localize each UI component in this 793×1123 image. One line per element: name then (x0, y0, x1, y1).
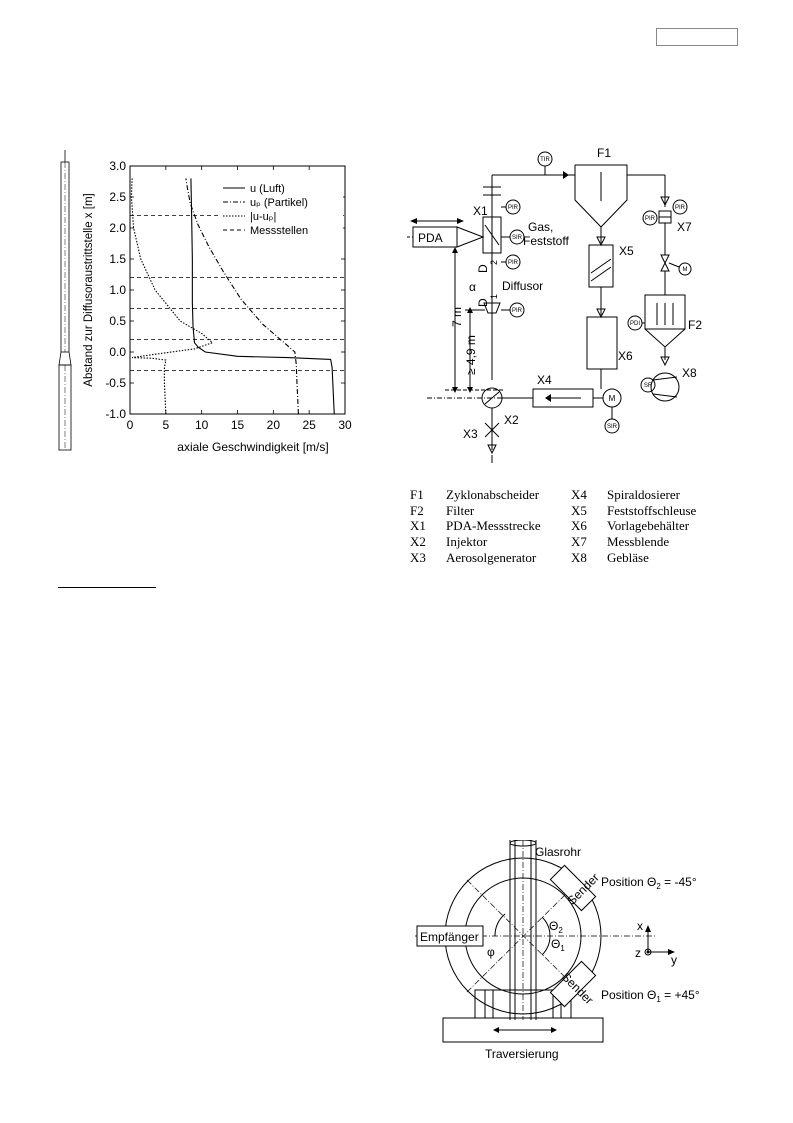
y-tick-label: 0.0 (109, 345, 126, 359)
label-theta1: $\Theta_1$ (551, 937, 565, 953)
label-D2: D (476, 264, 490, 273)
footnote-rule (58, 587, 156, 588)
y-tick-label: 0.5 (109, 314, 126, 328)
instrument-pir: PIR (674, 205, 686, 211)
x-tick-label: 25 (302, 418, 316, 432)
label-PDA: PDA (418, 231, 443, 245)
label-empfaenger: Empfänger (420, 930, 479, 944)
legend-entry: u (Luft) (250, 183, 285, 195)
label-sender-bottom: Sender (558, 969, 597, 1008)
y-tick-label: 2.5 (109, 190, 126, 204)
instrument-pir: PIR (507, 205, 519, 211)
x-tick-label: 20 (266, 418, 281, 432)
label-F1: F1 (597, 146, 612, 160)
legend-row: X1 PDA-Messstrecke X6 Vorlagebehälter (410, 518, 690, 534)
instrument-sir: SIR (606, 424, 618, 430)
x-tick-label: 10 (194, 418, 209, 432)
y-tick-label: 3.0 (109, 159, 126, 173)
label-D2-sub: 2 (489, 259, 499, 265)
instrument-sr: SR (643, 383, 653, 389)
label-X1: X1 (473, 204, 488, 218)
label-X3: X3 (463, 427, 478, 441)
label-dim-7m: 7 m (450, 306, 464, 327)
instrument-pdi: PDI (629, 321, 641, 327)
legend-row: F2 Filter X5 Feststoffschleuse (410, 502, 697, 518)
instrument-pir: PIR (511, 308, 523, 314)
label-position-2: Position $\Theta_2 = -45^\circ$ (601, 875, 697, 891)
legend-row: F1 Zyklonabscheider X4 Spiraldosierer (410, 487, 680, 502)
legend-entry: uₚ (Partikel) (250, 197, 308, 209)
label-phi: φ (487, 945, 495, 959)
y-tick-label: -0.5 (105, 376, 126, 390)
series-line-2 (131, 178, 212, 414)
label-traversierung: Traversierung (485, 1047, 559, 1061)
label-axis-z: z (635, 946, 641, 960)
instrument-sir: SIR (511, 235, 523, 241)
legend-row: X2 Injektor X7 Messblende (410, 534, 670, 550)
label-glasrohr: Glasrohr (535, 845, 582, 859)
y-axis-label: Abstand zur Diffusoraustrittstelle x [m] (83, 193, 95, 387)
label-D1: D (476, 298, 490, 307)
label-X7: X7 (677, 220, 692, 234)
motor-m: M (608, 394, 616, 403)
label-X4: X4 (537, 373, 552, 387)
label-theta2: $\Theta_2$ (549, 919, 563, 935)
label-axis-y: y (671, 953, 677, 967)
x-tick-label: 0 (126, 418, 134, 432)
page-number-box (656, 28, 738, 46)
y-tick-label: 1.5 (109, 252, 126, 266)
label-D1-sub: 1 (489, 293, 499, 299)
label-X6: X6 (618, 349, 633, 363)
label-diffusor: Diffusor (502, 279, 544, 293)
label-X5: X5 (619, 244, 634, 258)
test-rig-schematic (405, 145, 745, 475)
legend-row: X3 Aerosolgenerator X8 Gebläse (410, 549, 649, 565)
x-tick-label: 15 (230, 418, 245, 432)
instrument-m: M (682, 267, 688, 273)
legend-entry: Messstellen (250, 225, 309, 237)
label-axis-x: x (637, 919, 643, 933)
label-gas: Gas, (528, 220, 554, 234)
chart-legend (219, 176, 343, 238)
x-tick-label: 30 (338, 418, 352, 432)
measurement-setup-diagram (415, 840, 735, 1065)
label-position-1: Position $\Theta_1 = +45^\circ$ (601, 988, 700, 1004)
label-sender-top: Sender (564, 870, 602, 908)
instrument-pir: PIR (644, 216, 656, 222)
label-X8: X8 (682, 366, 697, 380)
instrument-pir: PIR (507, 260, 519, 266)
legend-entry: |u-uₚ| (250, 211, 277, 223)
x-tick-label: 5 (162, 418, 170, 432)
label-F2: F2 (688, 318, 703, 332)
label-feststoff: Feststoff (523, 234, 569, 248)
velocity-chart (78, 150, 378, 470)
pipe-illustration (55, 150, 75, 455)
label-dim-49m: ≥ 4,9 m (464, 335, 478, 375)
instrument-tir: TIR (540, 157, 550, 163)
schematic-legend (410, 487, 740, 566)
y-tick-label: 2.0 (109, 221, 126, 235)
label-alpha: α (469, 280, 476, 294)
x-axis-label: axiale Geschwindigkeit [m/s] (177, 440, 329, 454)
y-tick-label: -1.0 (105, 407, 126, 421)
label-X2: X2 (504, 413, 519, 427)
y-tick-label: 1.0 (109, 283, 126, 297)
